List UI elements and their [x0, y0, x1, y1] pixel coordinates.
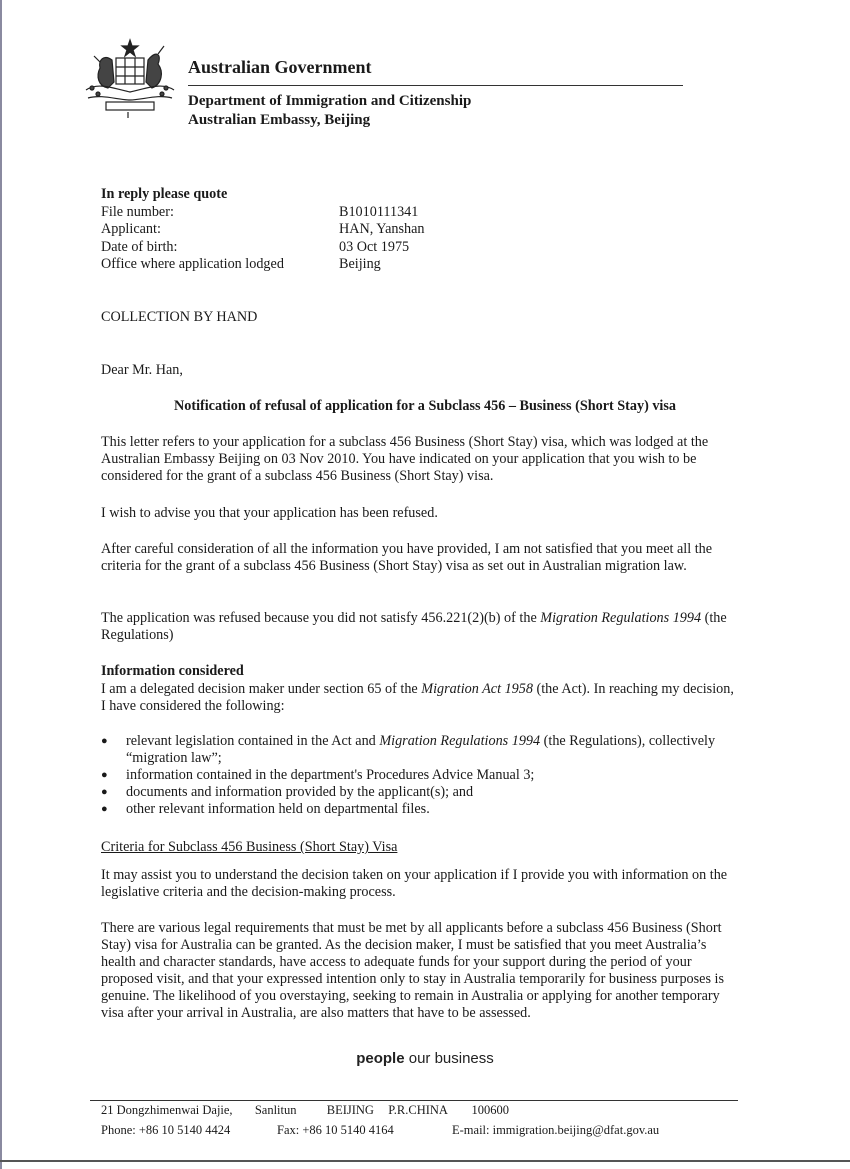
reference-label: Date of birth:	[101, 238, 178, 255]
coat-of-arms-logo	[78, 38, 182, 118]
footer-address	[101, 1102, 509, 1118]
footer-contact	[101, 1122, 230, 1138]
list-item	[101, 801, 741, 818]
department-name: Department of Immigration and Citizenship	[188, 93, 472, 109]
reference-label: Office where application lodged	[101, 256, 284, 272]
reference-row	[101, 239, 425, 257]
letter-subject: Notification of refusal of application for a Subclass 456 – Business (Short Stay) visa	[174, 398, 676, 414]
footer-email	[452, 1122, 659, 1138]
bullet-icon: ●	[101, 803, 108, 815]
paragraph-consideration: After careful consideration of all the information you have provided, I am not satisfied that you meet all the criteria for the grant of a subclass 456 Business (Short Stay) visa as set out in Australian migration law.	[101, 541, 713, 574]
paragraph-reason	[101, 610, 741, 644]
reply-heading: In reply please quote	[101, 186, 228, 202]
date-of-birth-value: 03 Oct 1975	[339, 238, 410, 255]
file-number-value: B1010111341	[339, 203, 419, 220]
address-city: BEIJING	[326, 1103, 374, 1117]
footer-fax	[277, 1122, 394, 1138]
section-heading-information: Information considered	[101, 663, 244, 679]
paragraph-refusal: I wish to advise you that your application has been refused.	[101, 505, 438, 521]
phone-number: Phone: +86 10 5140 4424	[101, 1123, 231, 1137]
delegate-text: I am a delegated decision maker under section 65 of the	[101, 681, 422, 697]
scan-bottom-edge	[0, 1160, 850, 1162]
department-block	[188, 92, 471, 130]
list-item-text	[126, 733, 741, 767]
section-heading-criteria: Criteria for Subclass 456 Business (Short Stay) Visa	[101, 839, 398, 855]
considerations-list	[101, 733, 741, 818]
bullet-icon: ●	[101, 735, 108, 747]
list-item	[101, 767, 741, 784]
delivery-method: COLLECTION BY HAND	[101, 309, 258, 325]
reason-text: The application was refused because you did not satisfy 456.221(2)(b) of the	[101, 610, 541, 626]
fax-number: Fax: +86 10 5140 4164	[277, 1123, 394, 1137]
email-address: E-mail: immigration.beijing@dfat.gov.au	[452, 1123, 660, 1137]
header-divider	[188, 85, 683, 86]
applicant-value: HAN, Yanshan	[339, 221, 425, 237]
reference-row	[101, 204, 425, 222]
reason-text-end: (the Regulations)	[101, 610, 727, 643]
list-item	[101, 733, 741, 767]
reference-label: Applicant:	[101, 221, 161, 237]
footer-divider	[90, 1100, 738, 1101]
reference-label: File number:	[101, 203, 174, 220]
list-item-text: documents and information provided by the applicant(s); and	[126, 784, 474, 800]
reference-row	[101, 256, 425, 274]
list-text-part: relevant legislation contained in the Act and	[126, 733, 380, 749]
bullet-icon: ●	[101, 786, 108, 798]
scan-edge	[0, 0, 2, 1169]
paragraph-intro: This letter refers to your application for a subclass 456 Business (Short Stay) visa, which was lodged at the Australian Embassy Beijing on 03 Nov 2010. You have indicated on your application that you wish to be considered for the grant of a subclass 456 Business (Short Stay) visa.	[101, 434, 709, 484]
office-value: Beijing	[339, 256, 381, 272]
reply-reference	[101, 186, 425, 274]
delegate-text-end: (the Act). In reaching my decision, I have considered the following:	[101, 681, 734, 714]
paragraph-delegate	[101, 681, 741, 715]
address-street: 21 Dongzhimenwai Dajie,	[101, 1103, 233, 1117]
tagline	[0, 1050, 850, 1067]
bullet-icon: ●	[101, 769, 108, 781]
address-district: Sanlitun	[254, 1103, 297, 1117]
tagline-bold: people	[356, 1050, 405, 1067]
tagline-rest: our business	[404, 1050, 494, 1067]
salutation: Dear Mr. Han,	[101, 362, 183, 378]
list-text-part: (the Regulations), collectively “migration law”;	[126, 733, 716, 766]
paragraph-assist: It may assist you to understand the decision taken on your application if I provide you with information on the legislative criteria and the decision-making process.	[101, 867, 728, 900]
regulations-title: Migration Regulations 1994	[540, 610, 702, 626]
list-item-text: other relevant information held on departmental files.	[126, 801, 430, 817]
list-item-text: information contained in the department's Procedures Advice Manual 3;	[126, 767, 535, 783]
government-title: Australian Government	[188, 57, 372, 77]
list-item	[101, 784, 741, 801]
address-country: P.R.CHINA	[388, 1103, 448, 1117]
reference-row	[101, 221, 425, 239]
paragraph-requirements: There are various legal requirements that must be met by all applicants before a subclass 456 Business (Short Stay) visa for Australia can be granted. As the decision maker, I must be satisfied that you meet Australia’s health and character standards, have access to adequate funds for your support during the period of your proposed visit, and that your expressed intention only to stay in Australia temporarily for business purposes is genuine. The likelihood of you overstaying, seeking to remain in Australia or applying for another temporary visa after your arrival in Australia, are also matters that have to be assessed.	[101, 920, 724, 1021]
embassy-name: Australian Embassy, Beijing	[188, 112, 371, 128]
address-postcode: 100600	[471, 1103, 509, 1117]
regulations-title: Migration Regulations 1994	[379, 733, 541, 749]
act-title: Migration Act 1958	[421, 681, 533, 697]
